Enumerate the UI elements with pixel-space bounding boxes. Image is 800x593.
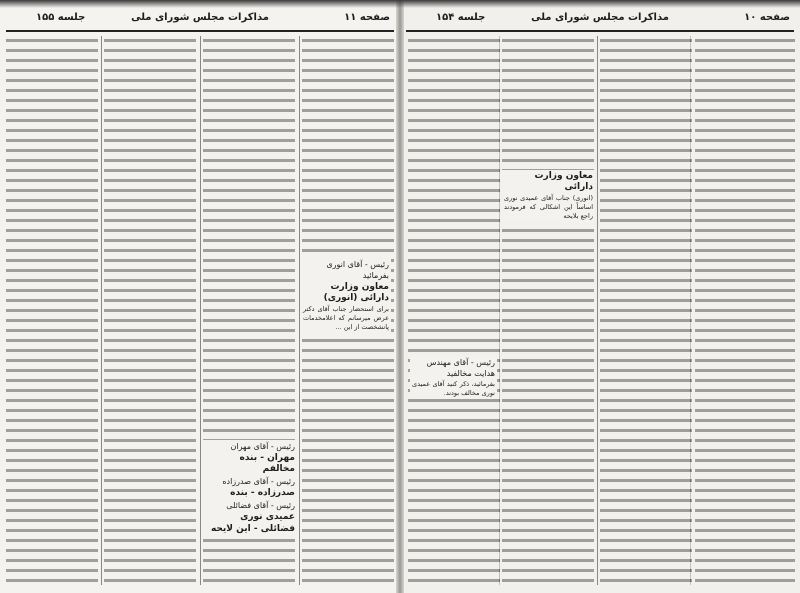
text-column [104,36,196,585]
speech-text: (انوری) جناب آقای عمیدی نوری اساساً این اشکالی که فرمودند راجع بلایحه [504,194,593,220]
text-column [408,36,500,585]
running-title: مذاکرات مجلس شورای ملی [531,12,669,23]
running-title: مذاکرات مجلس شورای ملی [131,12,269,23]
speaker-heading: رئیس - آقای صدرزاده [222,477,295,486]
speaker-heading: رئیس - آقای انوری بفرمائید [326,260,389,280]
left-page-header [6,12,394,28]
speech-text: برای استحضار جناب آقای دکتر عرض میرسانم که اعلامخدمات پانشخصت از این ... [303,305,389,331]
session-number: جلسه ۱۵۴ [436,12,486,23]
text-column [695,36,795,585]
text-column [6,36,98,585]
column-divider [200,36,201,585]
page-number: صفحه ۱۱ [344,12,390,23]
speech-block [301,258,391,333]
speaker-heading: رئیس - آقای فضائلی [226,501,295,510]
speaker-heading: صدرزاده - بنده [230,488,295,498]
speaker-heading: معاون وزارت دارائی (انوری) [323,282,389,303]
speech-block [410,356,497,399]
speech-block [203,440,297,536]
page-number: صفحه ۱۰ [744,12,790,23]
page-gutter [396,0,404,593]
speaker-heading: عمیدی نوری [240,512,295,522]
column-divider [299,36,300,585]
right-page-header [406,12,794,28]
speaker-heading: معاون وزارت دارائی [534,171,593,192]
column-divider [101,36,102,585]
text-column [502,36,594,585]
speech-text: بفرمائید، ذکر کنید آقای عمیدی نوری مخالف بودند. [412,380,495,397]
right-page [400,0,800,593]
speaker-heading: فضائلی - این لایحه [210,524,295,534]
speaker-heading: رئیس - آقای مهران [230,442,295,451]
speech-block [502,170,595,222]
speaker-heading: رئیس - آقای مهندس هدایت مخالفید [426,358,495,378]
session-number: جلسه ۱۵۵ [36,12,86,23]
text-column [600,36,692,585]
header-rule [6,30,394,32]
header-rule [406,30,794,32]
column-divider [597,36,598,585]
speaker-heading: مهران - بنده مخالفم [239,453,295,474]
scan-edge [0,0,800,8]
